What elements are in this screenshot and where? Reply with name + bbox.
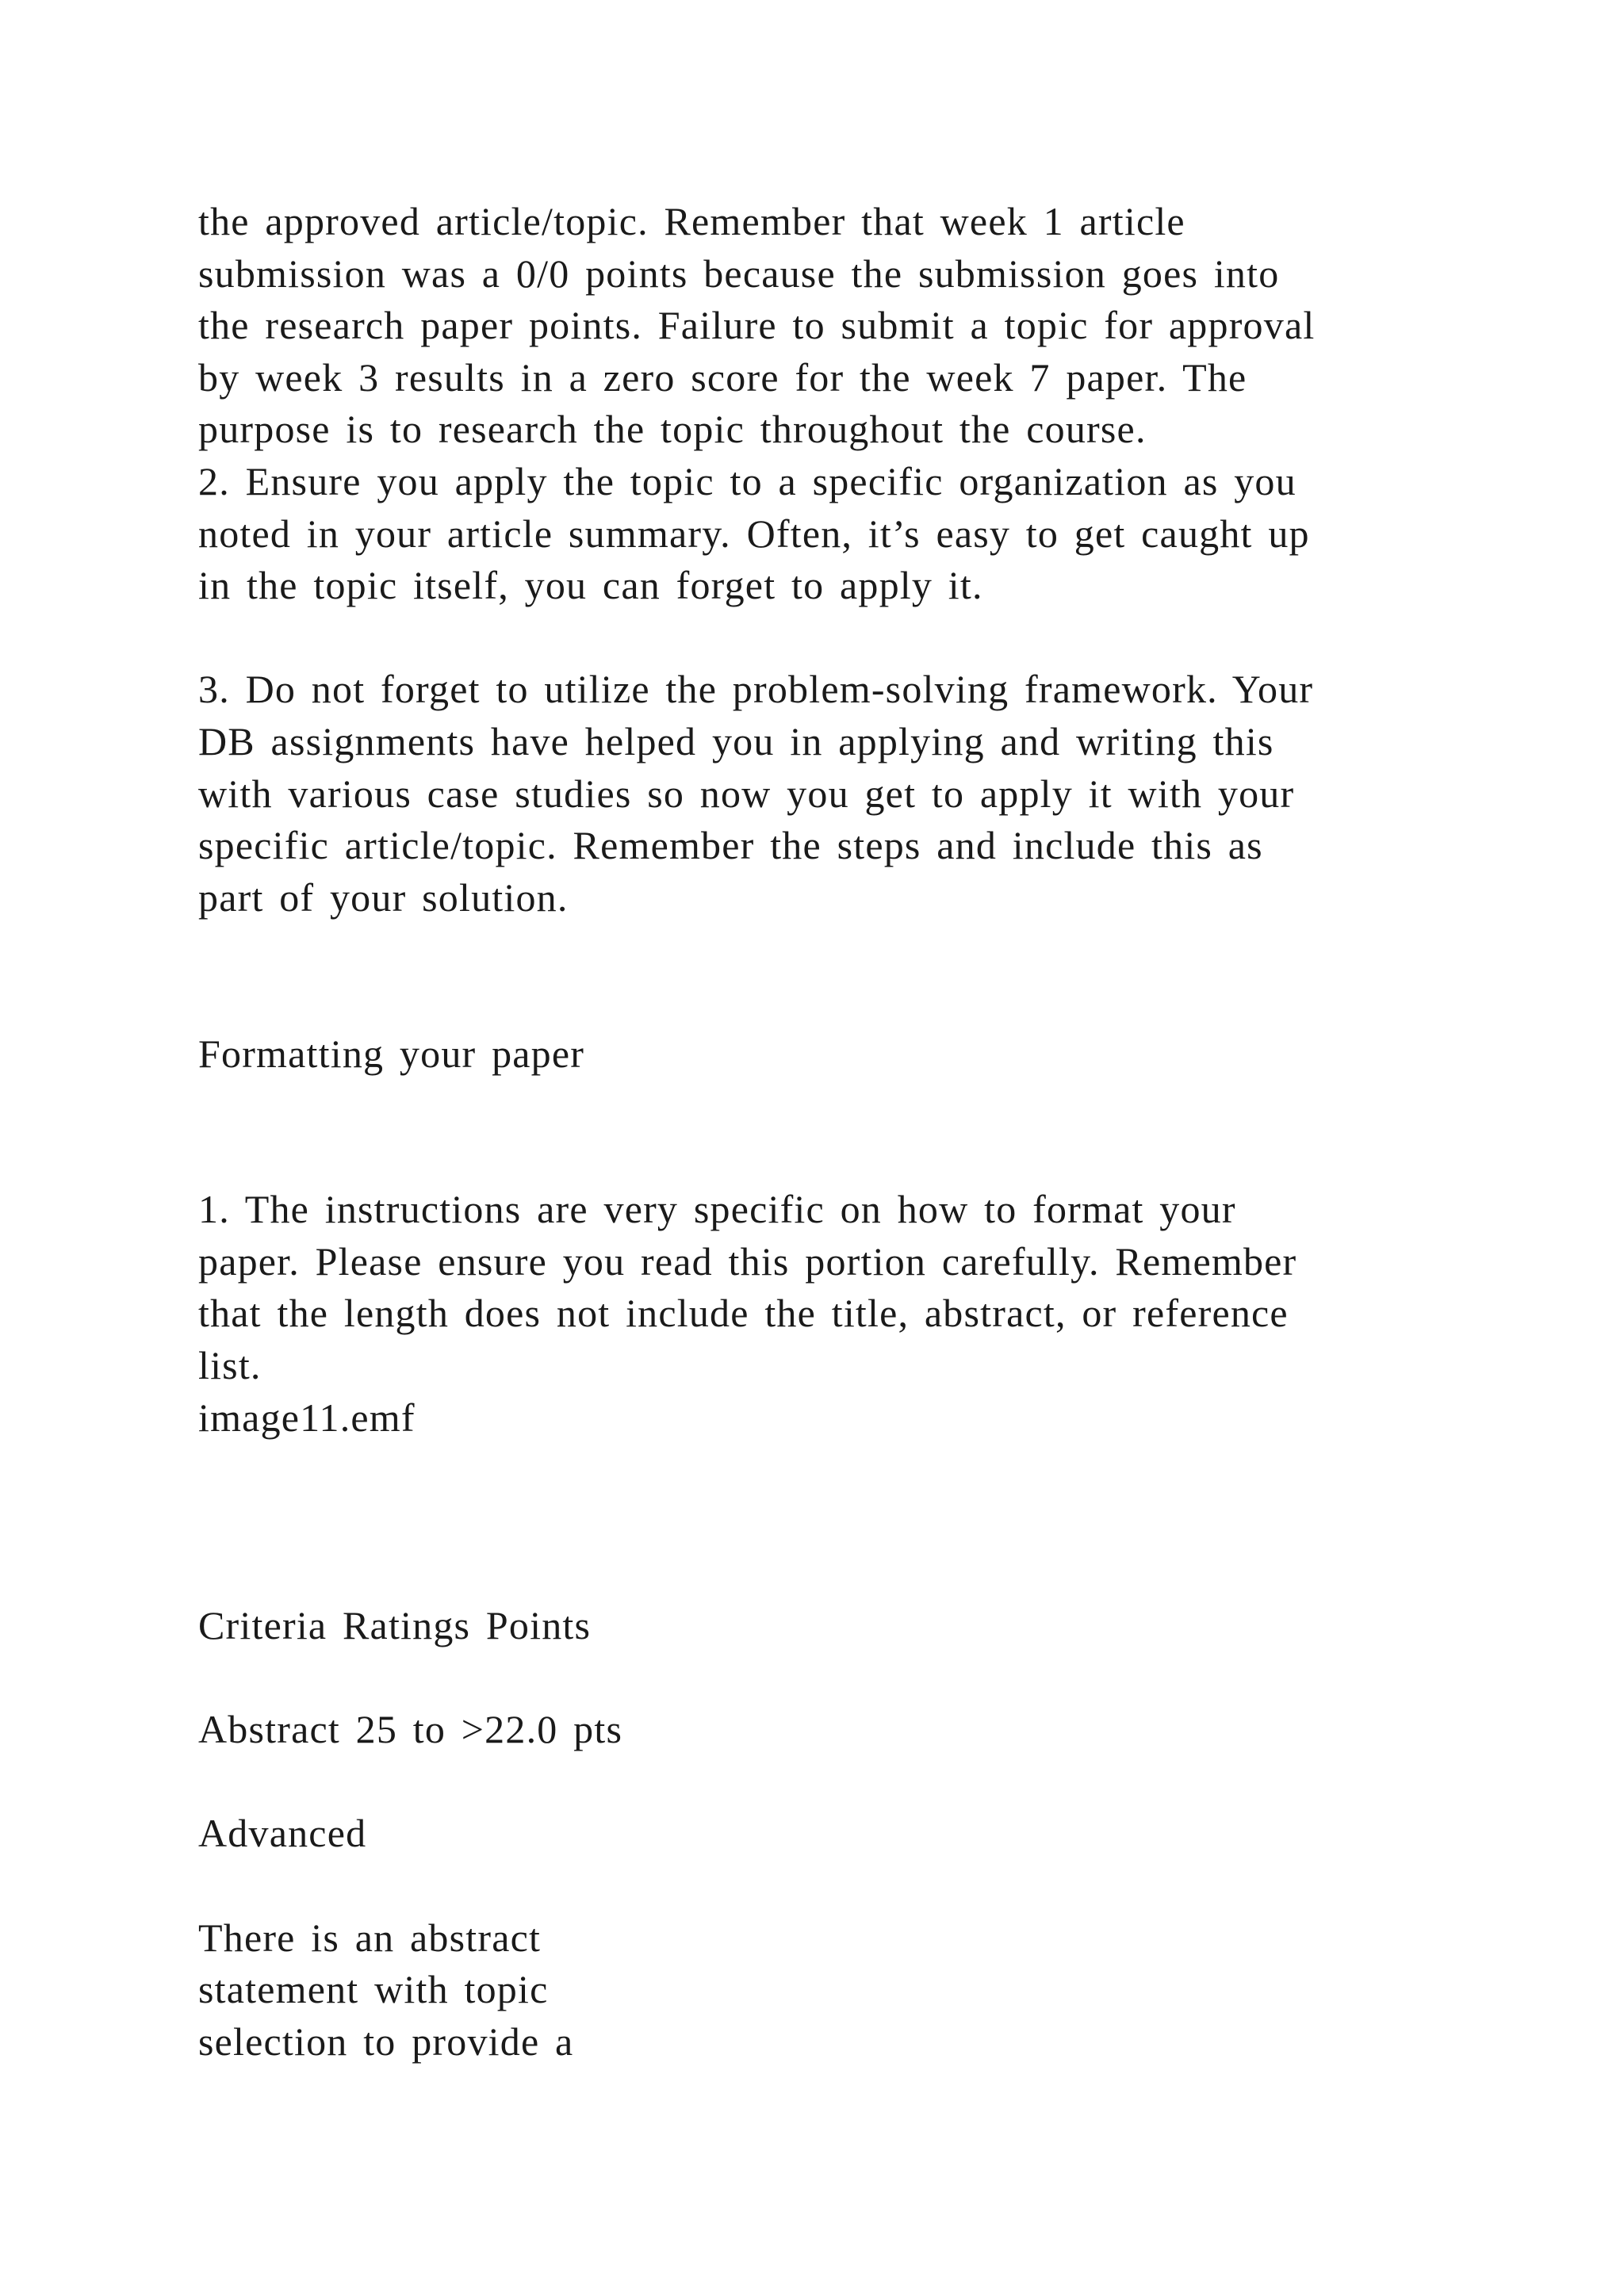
blank-line [198,976,1507,1028]
text-line: the research paper points. Failure to submit a topic for approval [198,303,1316,348]
blank-line [198,1756,1507,1808]
text-line: with various case studies so now you get to apply it with your [198,771,1295,816]
blank-line [198,1080,1507,1132]
text-line: 1. The instructions are very specific on how to format your [198,1187,1236,1232]
blank-line [198,1548,1507,1600]
blank-line [198,1132,1507,1184]
text-line: paper. Please ensure you read this portion carefully. Remember [198,1238,1297,1284]
blank-line [198,1496,1507,1548]
blank-line [198,1652,1507,1705]
rubric-criterion: Abstract 25 to >22.0 pts [198,1707,623,1752]
rubric-description: selection to provide a [198,2019,574,2064]
blank-line [198,612,1507,664]
text-line: the approved article/topic. Remember that week 1 article [198,199,1185,243]
text-line: purpose is to research the topic throughout the course. [198,407,1147,452]
text-line: 3. Do not forget to utilize the problem-solving framework. Your [198,667,1314,712]
text-line: noted in your article summary. Often, it’s easy to get caught up [198,511,1310,556]
text-line: by week 3 results in a zero score for the week 7 paper. The [198,354,1247,400]
blank-line [198,1860,1507,1912]
text-line: 2. Ensure you apply the topic to a specific organization as you [198,458,1297,503]
blank-line [198,924,1507,976]
text-line: DB assignments have helped you in applying and writing this [198,718,1274,763]
text-line: list. [198,1343,262,1388]
rubric-rating: Advanced [198,1811,367,1856]
rubric-description: There is an abstract [198,1915,542,1960]
blank-line [198,1444,1507,1496]
rubric-description: statement with topic [198,1967,549,2012]
rubric-header: Criteria Ratings Points [198,1603,592,1648]
text-line: part of your solution. [198,874,569,920]
text-line: specific article/topic. Remember the steps and include this as [198,823,1263,868]
image-filename: image11.emf [198,1395,416,1440]
text-line: submission was a 0/0 points because the submission goes into [198,251,1280,296]
document-body [198,196,1507,2068]
text-line: in the topic itself, you can forget to apply it. [198,563,983,608]
section-heading: Formatting your paper [198,1031,585,1076]
text-line: that the length does not include the title, abstract, or reference [198,1291,1289,1336]
